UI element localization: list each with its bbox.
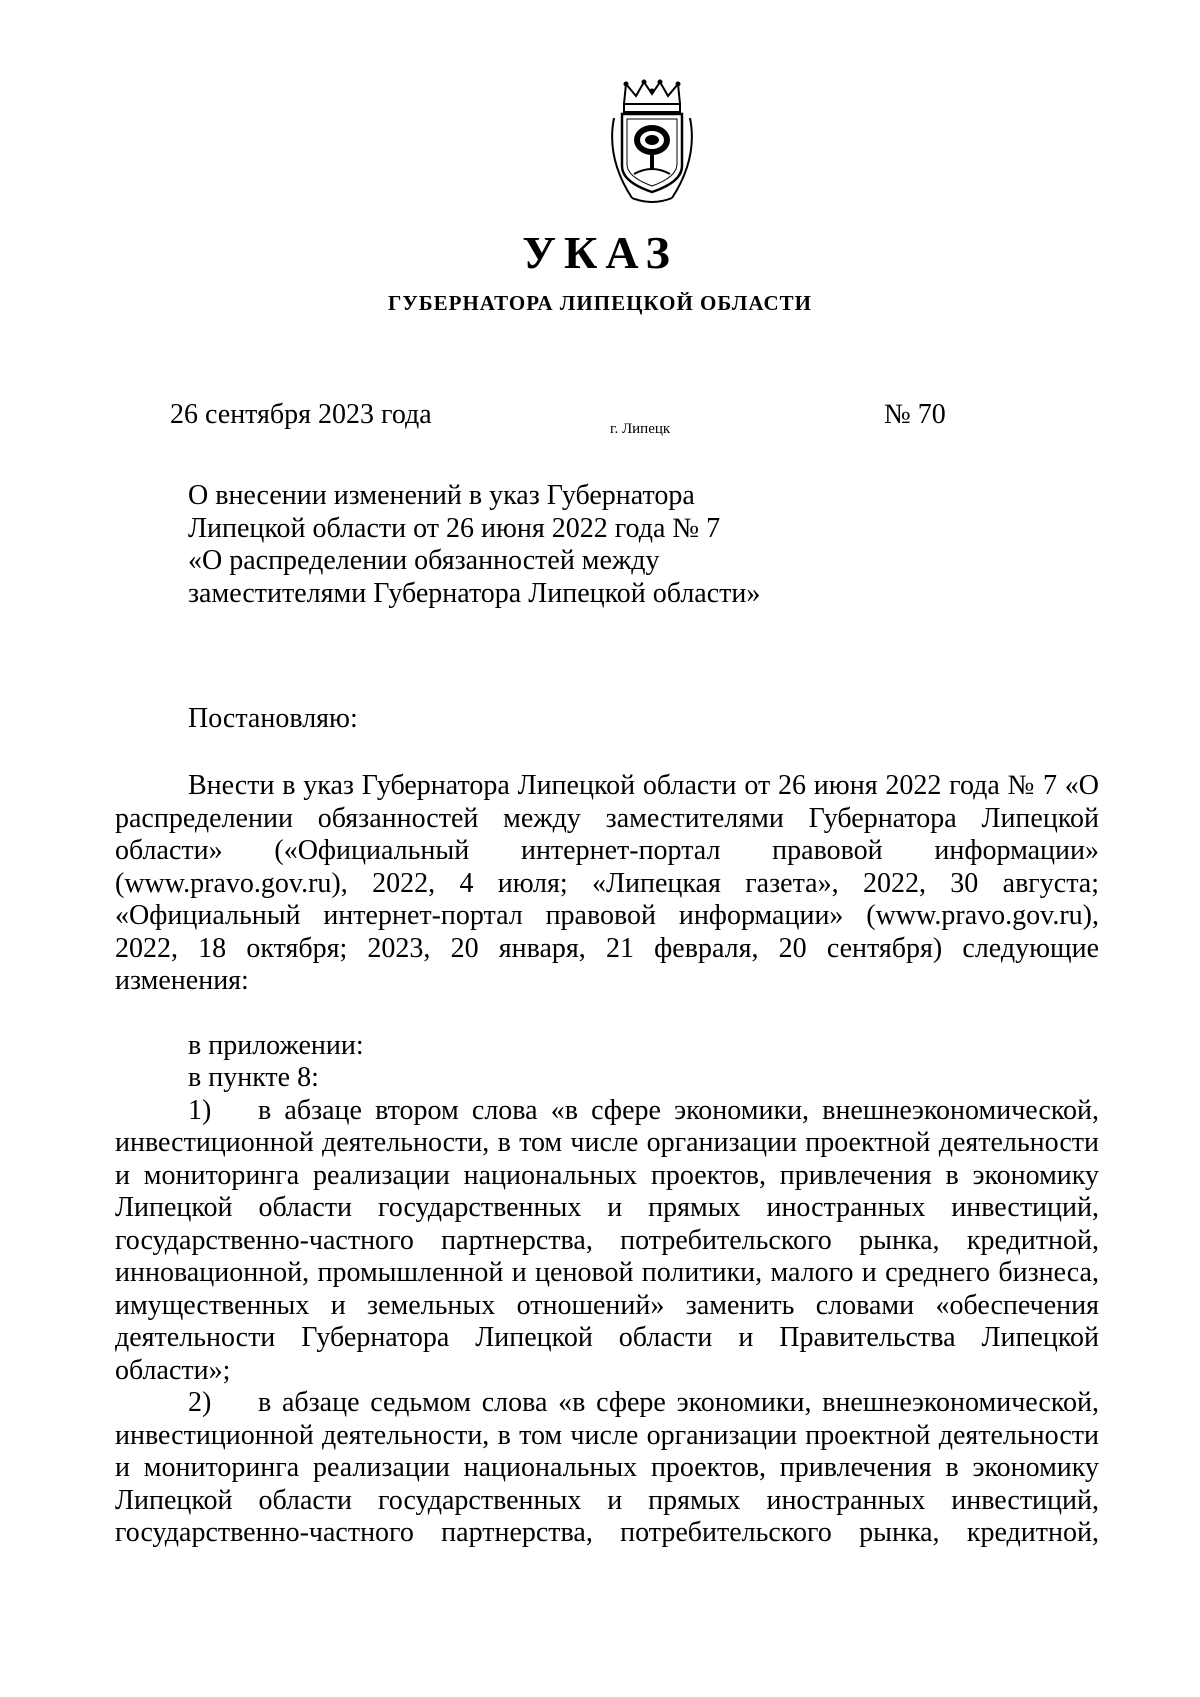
body-line: имущественных и земельных отношений» заменить словами «обеспечения xyxy=(115,1289,1099,1321)
body-line: области»; xyxy=(115,1354,231,1386)
item-number: 2) xyxy=(188,1387,212,1418)
coat-of-arms-icon xyxy=(604,78,700,208)
list-item-2 xyxy=(115,1387,1099,1420)
body-line: (www.pravo.gov.ru), 2022, 4 июля; «Липецкая газета», 2022, 30 августа; xyxy=(115,867,1099,899)
annex-line: в приложении: xyxy=(188,1029,364,1061)
document-authority: ГУБЕРНАТОРА ЛИПЕЦКОЙ ОБЛАСТИ xyxy=(387,291,813,315)
item-first-line: в абзаце седьмом слова «в сфере экономики, внешнеэкономической, xyxy=(258,1387,1099,1418)
body-line: «Официальный интернет-портал правовой информации» (www.pravo.gov.ru), xyxy=(115,900,1099,931)
document-heading xyxy=(188,480,788,610)
document-title: УКАЗ xyxy=(522,227,678,278)
body-line: инвестиционной деятельности, в том числе организации проектной деятельности xyxy=(115,1127,1099,1158)
document-body xyxy=(115,770,1099,1550)
document-city: г. Липецк xyxy=(610,421,671,437)
body-line: и мониторинга реализации национальных проектов, привлечения в экономику xyxy=(115,1159,1099,1191)
coat-of-arms-emblem xyxy=(604,78,700,208)
body-line: и мониторинга реализации национальных проектов, привлечения в экономику xyxy=(115,1452,1099,1483)
item-number: 1) xyxy=(188,1094,212,1126)
body-line: 2022, 18 октября; 2023, 20 января, 21 февраля, 20 сентября) следующие xyxy=(115,932,1099,964)
paragraph-gap xyxy=(115,998,1099,1030)
heading-line: Липецкой области от 26 июня 2022 года № 7 xyxy=(188,512,721,544)
body-line: Внести в указ Губернатора Липецкой области от 26 июня 2022 года № 7 «О xyxy=(188,770,1099,801)
body-line: государственно-частного партнерства, потребительского рынка, кредитной, xyxy=(115,1517,1099,1548)
point-line: в пункте 8: xyxy=(188,1062,319,1093)
body-line: Липецкой области государственных и прямых иностранных инвестиций, xyxy=(115,1484,1099,1516)
body-line: Липецкой области государственных и прямых иностранных инвестиций, xyxy=(115,1192,1099,1223)
item-first-line: в абзаце втором слова «в сфере экономики, внешнеэкономической, xyxy=(258,1094,1099,1126)
heading-line: «О распределении обязанностей между xyxy=(188,545,660,576)
body-line: области» («Официальный интернет-портал правовой информации» xyxy=(115,835,1099,866)
document-number: № 70 xyxy=(884,399,946,430)
body-line: инновационной, промышленной и ценовой политики, малого и среднего бизнеса, xyxy=(115,1257,1099,1288)
body-line: изменения: xyxy=(115,965,249,996)
heading-line: О внесении изменений в указ Губернатора xyxy=(188,480,695,511)
body-line: деятельности Губернатора Липецкой области и Правительства Липецкой xyxy=(115,1322,1099,1353)
body-line: распределении обязанностей между заместителями Губернатора Липецкой xyxy=(115,802,1099,834)
resolve-statement: Постановляю: xyxy=(188,703,358,734)
heading-line: заместителями Губернатора Липецкой области» xyxy=(188,577,761,609)
body-line: государственно-частного партнерства, потребительского рынка, кредитной, xyxy=(115,1224,1099,1256)
body-line: инвестиционной деятельности, в том числе организации проектной деятельности xyxy=(115,1419,1099,1451)
list-item-1 xyxy=(115,1095,1099,1128)
document-date: 26 сентября 2023 года xyxy=(170,399,432,430)
